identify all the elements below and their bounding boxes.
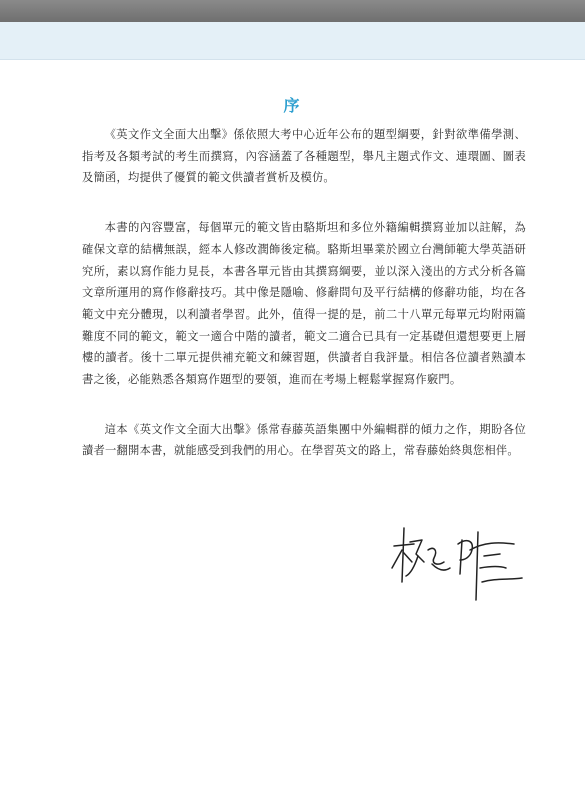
top-gray-bar bbox=[0, 0, 585, 22]
preface-body bbox=[82, 124, 526, 462]
page-title: 序 bbox=[283, 96, 302, 115]
handwritten-signature bbox=[388, 520, 528, 604]
preface-paragraph-3: 這本《英文作文全面大出擊》係常春藤英語集團中外編輯群的傾力之作，期盼各位讀者一翻開本書，就能感受到我們的用心。在學習英文的路上，常春藤始終與您相伴。 bbox=[82, 422, 526, 458]
preface-paragraph-1: 《英文作文全面大出擊》係依照大考中心近年公布的題型綱要，針對欲準備學測、指考及各類考試的考生而撰寫，內容涵蓋了各種題型，舉凡主題式作文、連環圖、圖表及簡函，均提供了優質的範文供讀者賞析及模仿。 bbox=[82, 128, 526, 185]
preface-paragraph-2: 本書的內容豐富，每個單元的範文皆由駱斯坦和多位外籍編輯撰寫並加以註解，為確保文章的結構無誤，經本人修改潤飾後定稿。駱斯坦畢業於國立台灣師範大學英語研究所，素以寫作能力見長，本書各單元皆由其撰寫綱要，並以深入淺出的方式分析各篇文章所運用的寫作修辭技巧。其中像是隱喻、修辭問句及平行結構的修辭功能，均在各範文中充分體現，以利讀者學習。此外，值得一提的是，前二十八單元每單元均附兩篇難度不同的範文，範文一適合中階的讀者，範文二適合已具有一定基礎但還想要更上層樓的讀者。後十二單元提供補充範文和練習題，供讀者自我評量。相信各位讀者熟讀本書之後，必能熟悉各類寫作題型的要領，進而在考場上輕鬆掌握寫作竅門。 bbox=[82, 221, 526, 387]
header-band bbox=[0, 22, 585, 60]
